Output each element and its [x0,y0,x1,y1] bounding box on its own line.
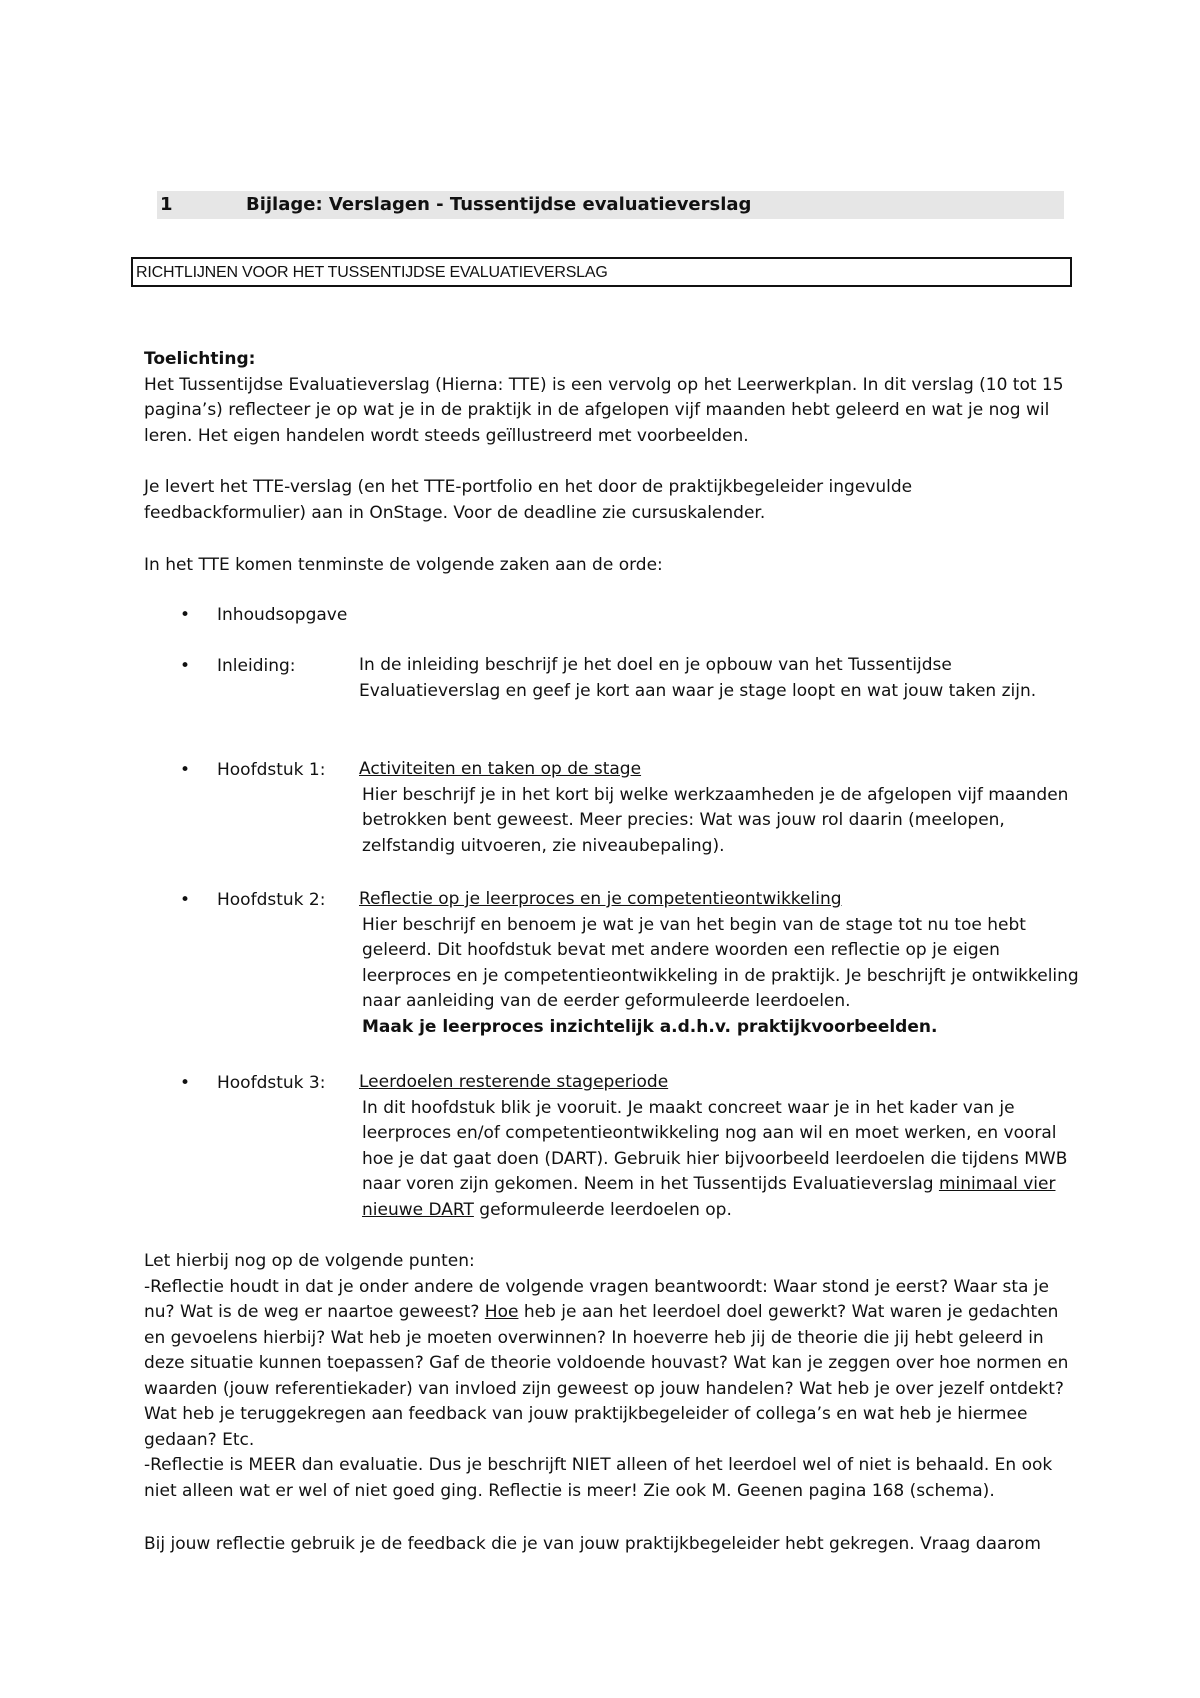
last-line: Bij jouw reflectie gebruik je de feedback die je van jouw praktijkbegeleider hebt gekregen. Vraag daarom [144,1534,1041,1554]
point-1-start: -Reflectie houdt in dat je onder andere de volgende vragen beantwoordt: Waar stond je eerst? Waar sta je nu? Wat is de weg er naartoe geweest? [144,1276,1049,1322]
item-body: Hier beschrijf je in het kort bij welke werkzaamheden je de afgelopen vijf maanden betrokken bent geweest. Meer precies: Wat was jouw rol daarin (meelopen, zelfstandig uitvoeren, zie niveaubepaling). [362,784,1069,856]
point-1 [144,1275,1074,1454]
explanation-paragraph [144,347,1074,449]
item-label-inleiding: Inleiding: [217,656,296,676]
points-block [144,1249,1074,1504]
item-title: Activiteiten en taken op de stage [359,759,642,779]
item-label-hoofdstuk-1: Hoofdstuk 1: [217,760,326,780]
item-desc-hoofdstuk-2 [359,887,1079,1040]
bullet-icon: • [180,760,191,780]
item-body: In de inleiding beschrijf je het doel en je opbouw van het Tussentijdse Evaluatieverslag en geef je kort aan waar je stage loopt en wat jouw taken zijn. [359,655,1037,701]
bullet-icon: • [180,605,191,625]
item-label-hoofdstuk-2: Hoofdstuk 2: [217,890,326,910]
bullet-icon: • [180,890,191,910]
guidelines-title-box: RICHTLIJNEN VOOR HET TUSSENTIJDSE EVALUATIEVERSLAG [131,257,1072,287]
item-label-inhoudsopgave: Inhoudsopgave [217,605,348,625]
item-body-end: geformuleerde leerdoelen op. [473,1199,732,1220]
point-1-underlined: Hoe [484,1302,519,1322]
item-desc-hoofdstuk-3 [359,1070,1079,1223]
section-heading [157,191,1064,219]
point-2: -Reflectie is MEER dan evaluatie. Dus je beschrijft NIET alleen of het leerdoel wel of niet is behaald. En ook niet alleen wat er wel of niet goed ging. Reflectie is meer! Zie ook M. Geenen pagina 168 (schema). [144,1455,1053,1501]
section-number: 1 [160,194,173,215]
explanation-text: Het Tussentijdse Evaluatieverslag (Hierna: TTE) is een vervolg op het Leerwerkplan. In dit verslag (10 tot 15 pagina’s) reflecteer je op wat je in de praktijk in de afgelopen vijf maanden hebt geleerd en wat je nog wil leren. Het eigen handelen wordt steeds geïllustreerd met voorbeelden. [144,374,1064,446]
item-body-wrap [359,1096,1079,1224]
section-title: Bijlage: Verslagen - Tussentijdse evaluatieverslag [246,194,752,215]
item-title: Leerdoelen resterende stageperiode [359,1072,669,1092]
bullet-icon: • [180,656,191,676]
item-desc-inleiding [359,653,1079,704]
item-desc-hoofdstuk-1 [359,757,1079,859]
item-title: Reflectie op je leerproces en je competentieontwikkeling [359,889,842,909]
item-body: Hier beschrijf en benoem je wat je van het begin van de stage tot nu toe hebt geleerd. Dit hoofdstuk bevat met andere woorden een reflectie op je eigen leerproces en je competentieontwikkeling in de praktijk. Je beschrijft je ontwikkeling naar aanleiding van de eerder geformuleerde leerdoelen. [362,914,1079,1011]
points-intro: Let hierbij nog op de volgende punten: [144,1251,475,1271]
bullet-icon: • [180,1073,191,1093]
point-1-end: heb je aan het leerdoel doel gewerkt? Wat waren je gedachten en gevoelens hierbij? Wat heb je moeten overwinnen? In hoeverre heb jij de theorie die jij hebt geleerd in deze situatie kunnen toepassen? Gaf de theorie voldoende houvast? Wat kan je zeggen over hoe normen en waarden (jouw referentiekader) van invloed zijn geweest op jouw handelen? Wat heb je over jezelf ontdekt? Wat heb je teruggekregen aan feedback van jouw praktijkbegeleider of collega’s en wat heb je hiermee gedaan? Etc. [144,1302,1069,1450]
list-intro: In het TTE komen tenminste de volgende zaken aan de orde: [144,555,663,575]
item-label-hoofdstuk-3: Hoofdstuk 3: [217,1073,326,1093]
item-bold-note: Maak je leerproces inzichtelijk a.d.h.v. praktijkvoorbeelden. [362,1016,938,1037]
item-body: In dit hoofdstuk blik je vooruit. Je maakt concreet waar je in het kader van je leerproces en/of competentieontwikkeling nog aan wil en moet werken, en vooral hoe je dat gaat doen (DART). Gebruik hier bijvoorbeeld leerdoelen die tijdens MWB naar voren zijn gekomen. Neem in het Tussentijds Evaluatieverslag [362,1097,1068,1194]
delivery-paragraph: Je levert het TTE-verslag (en het TTE-portfolio en het door de praktijkbegeleider ingevulde feedbackformulier) aan in OnStage. Voor de deadline zie cursuskalender. [144,477,913,523]
explanation-label: Toelichting: [144,349,256,369]
item-underlined: minimaal vier nieuwe DART [362,1174,1056,1220]
